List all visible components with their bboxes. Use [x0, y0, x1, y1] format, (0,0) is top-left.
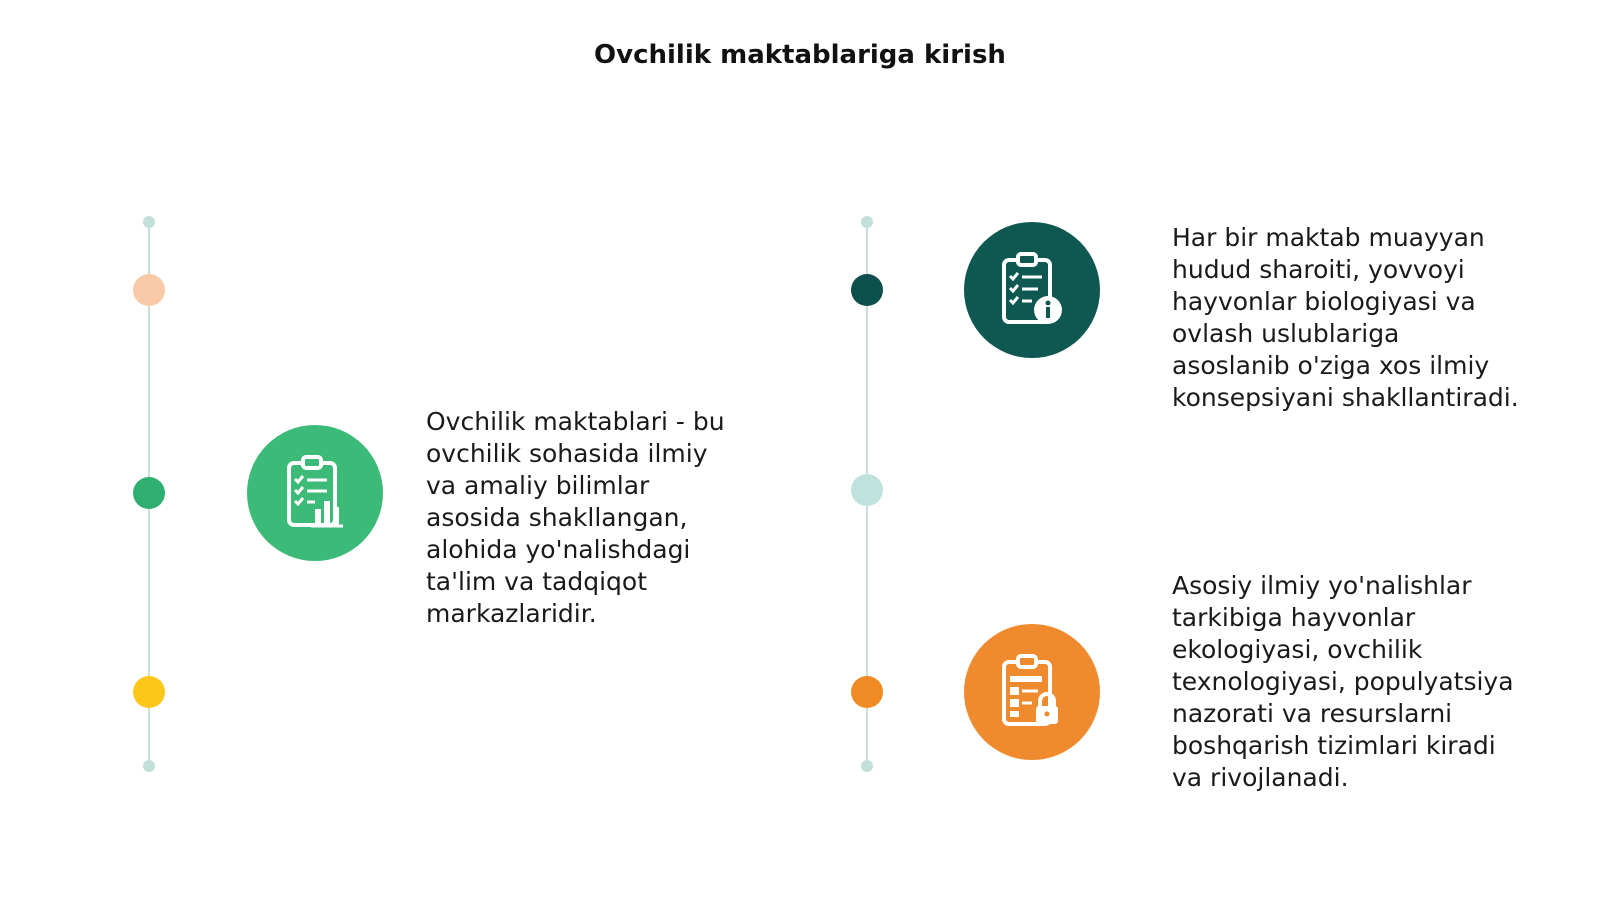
- left-timeline-dot-middle: [133, 477, 165, 509]
- description-research-directions: Asosiy ilmiy yo'nalishlar tarkibiga hayvonlar ekologiyasi, ovchilik texnologiyasi, populyatsiya nazorati va resurslarni boshqarish tizimlari kiradi va rivojlanadi.: [1172, 571, 1514, 792]
- right-timeline-dot-bottom: [851, 676, 883, 708]
- description-scientific-concept: Har bir maktab muayyan hudud sharoiti, yovvoyi hayvonlar biologiyasi va ovlash uslublariga asoslanib o'ziga xos ilmiy konsepsiyani shakllantiradi.: [1172, 223, 1519, 412]
- clipboard-lock-icon: [964, 624, 1100, 760]
- right-timeline-dot-top: [851, 274, 883, 306]
- left-timeline-end-cap: [143, 760, 155, 772]
- right-timeline-start-cap: [861, 216, 873, 228]
- clipboard-info-icon: [964, 222, 1100, 358]
- page-title: Ovchilik maktablariga kirish: [594, 40, 1006, 70]
- right-timeline-dot-middle: [851, 474, 883, 506]
- left-timeline-dot-top: [133, 274, 165, 306]
- clipboard-chart-icon: [247, 425, 383, 561]
- description-school-definition: Ovchilik maktablari - bu ovchilik sohasida ilmiy va amaliy bilimlar asosida shakllangan, alohida yo'nalishdagi ta'lim va tadqiqot markazlaridir.: [426, 407, 725, 628]
- left-timeline-start-cap: [143, 216, 155, 228]
- left-timeline-dot-bottom: [133, 676, 165, 708]
- right-timeline-end-cap: [861, 760, 873, 772]
